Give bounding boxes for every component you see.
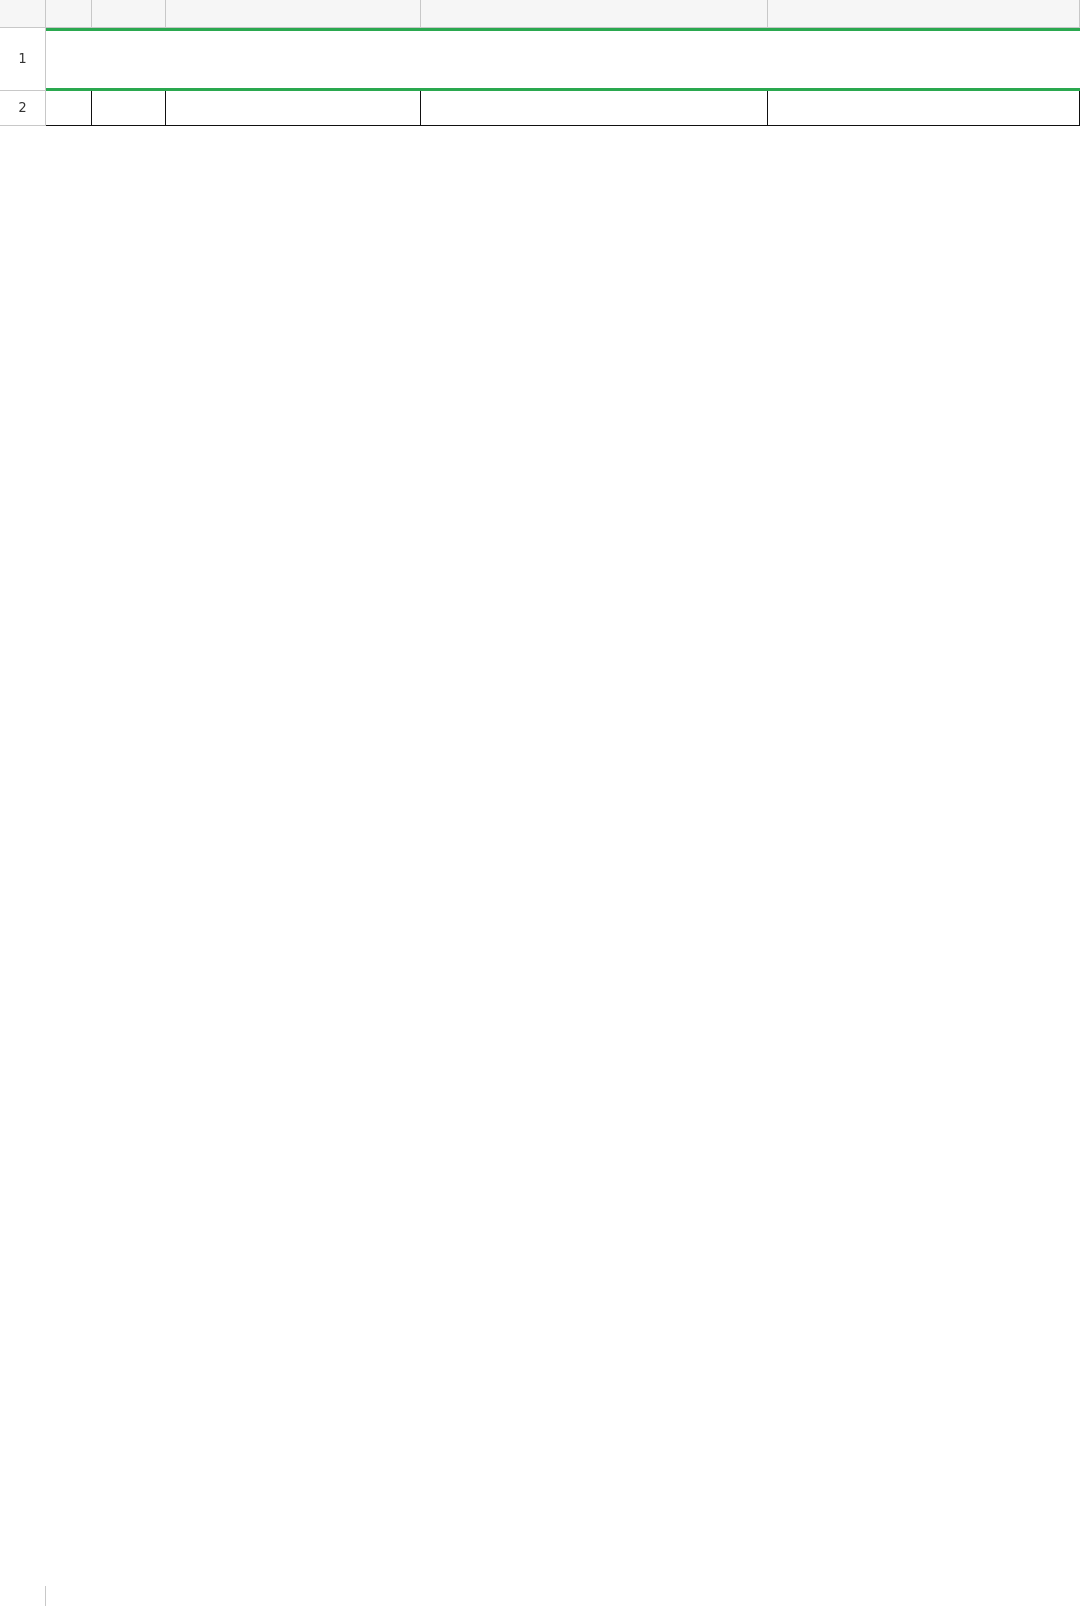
column-header-e[interactable] [768, 0, 1080, 28]
header-msg[interactable] [768, 91, 1080, 126]
column-header-d[interactable] [421, 0, 768, 28]
row-header-2[interactable]: 2 [0, 91, 46, 126]
header-item[interactable] [421, 91, 768, 126]
row-header-23[interactable] [0, 1586, 46, 1606]
header-code[interactable] [92, 91, 166, 126]
column-header-a[interactable] [46, 0, 92, 28]
column-header-b[interactable] [92, 0, 166, 28]
row-header-1[interactable]: 1 [0, 28, 46, 91]
column-header-c[interactable] [166, 0, 421, 28]
sheet-title-cell[interactable] [46, 28, 1080, 91]
header-seq[interactable] [46, 91, 92, 126]
app-label [0, 0, 46, 28]
header-name[interactable] [166, 91, 421, 126]
